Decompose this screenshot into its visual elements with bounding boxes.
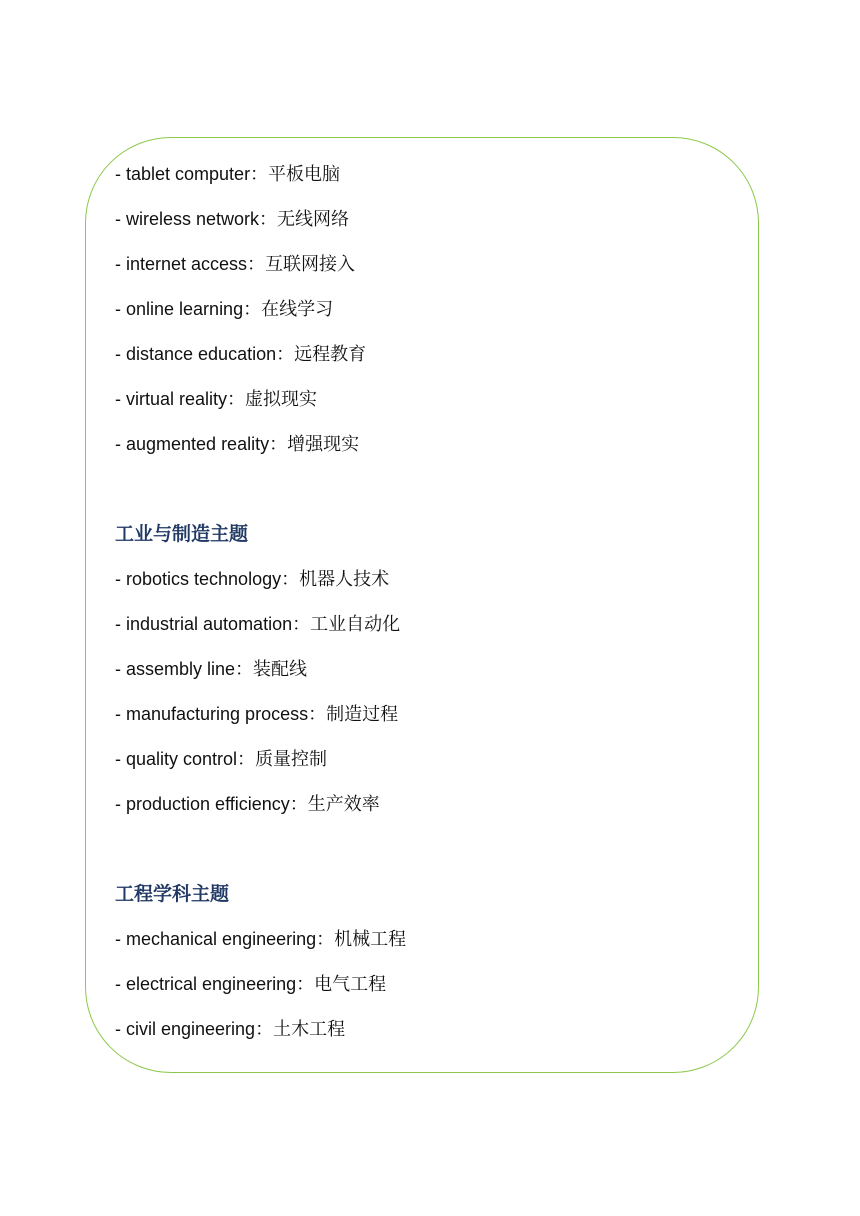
list-item xyxy=(115,377,735,422)
list-item xyxy=(115,557,735,602)
list-item xyxy=(115,1007,735,1052)
term-english: - electrical engineering： xyxy=(115,974,315,994)
section-heading-engineering: 工程学科主题 xyxy=(115,884,230,905)
term-english: - virtual reality： xyxy=(115,389,246,409)
term-english: - distance education： xyxy=(115,344,295,364)
term-chinese: 平板电脑 xyxy=(268,164,341,185)
term-chinese: 机器人技术 xyxy=(299,569,390,590)
list-item xyxy=(115,917,735,962)
term-chinese: 远程教育 xyxy=(294,344,367,365)
term-chinese: 工业自动化 xyxy=(310,614,401,635)
term-chinese: 增强现实 xyxy=(287,434,360,455)
vocabulary-list xyxy=(115,152,735,1052)
list-item xyxy=(115,602,735,647)
section-spacer xyxy=(115,467,735,512)
list-item xyxy=(115,152,735,197)
term-english: - online learning： xyxy=(115,299,262,319)
term-english: - production efficiency： xyxy=(115,794,308,814)
term-chinese: 在线学习 xyxy=(261,299,334,320)
term-english: - mechanical engineering： xyxy=(115,929,335,949)
list-item xyxy=(115,422,735,467)
list-item xyxy=(115,737,735,782)
list-item xyxy=(115,287,735,332)
term-chinese: 虚拟现实 xyxy=(245,389,318,410)
list-item xyxy=(115,782,735,827)
list-item xyxy=(115,692,735,737)
term-english: - augmented reality： xyxy=(115,434,288,454)
term-english: - robotics technology： xyxy=(115,569,300,589)
term-english: - tablet computer： xyxy=(115,164,269,184)
term-chinese: 质量控制 xyxy=(255,749,328,770)
term-chinese: 机械工程 xyxy=(334,929,407,950)
term-chinese: 互联网接入 xyxy=(265,254,356,275)
term-chinese: 无线网络 xyxy=(277,209,350,230)
term-english: - manufacturing process： xyxy=(115,704,327,724)
term-chinese: 土木工程 xyxy=(273,1019,346,1040)
term-english: - wireless network： xyxy=(115,209,278,229)
section-heading-industry: 工业与制造主题 xyxy=(115,524,249,545)
list-item xyxy=(115,242,735,287)
term-chinese: 电气工程 xyxy=(314,974,387,995)
term-english: - quality control： xyxy=(115,749,256,769)
term-english: - assembly line： xyxy=(115,659,254,679)
list-item xyxy=(115,197,735,242)
section-spacer xyxy=(115,827,735,872)
list-item xyxy=(115,647,735,692)
list-item xyxy=(115,332,735,377)
term-english: - internet access： xyxy=(115,254,266,274)
term-english: - industrial automation： xyxy=(115,614,311,634)
term-chinese: 生产效率 xyxy=(307,794,380,815)
term-chinese: 装配线 xyxy=(253,659,308,680)
term-chinese: 制造过程 xyxy=(326,704,399,725)
term-english: - civil engineering： xyxy=(115,1019,274,1039)
list-item xyxy=(115,962,735,1007)
